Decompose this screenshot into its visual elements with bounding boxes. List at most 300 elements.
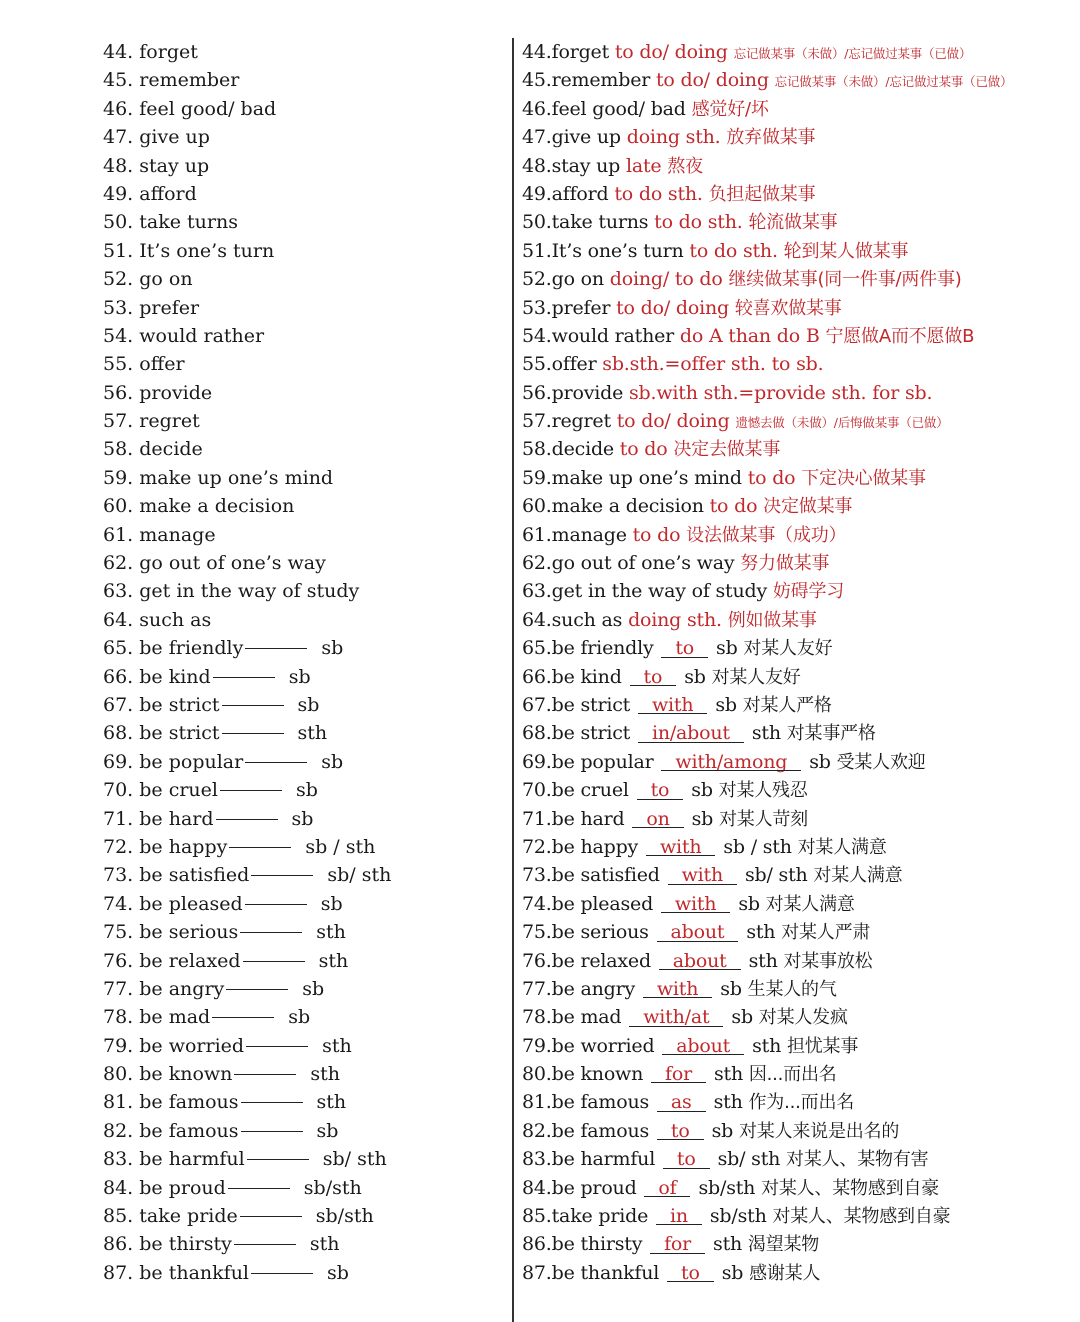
filled-blank: with/among	[661, 748, 801, 776]
filled-blank: to	[637, 776, 684, 804]
phrase-text: would rather	[139, 324, 265, 347]
object-text: sth	[297, 722, 328, 745]
exercise-row	[103, 1202, 503, 1230]
exercise-row	[103, 265, 503, 293]
answer-row	[522, 95, 1078, 123]
object-text: sb / sth	[723, 835, 798, 858]
object-text: sb	[715, 693, 743, 716]
object-text: sb	[327, 1261, 349, 1284]
phrase-text: be cruel	[139, 779, 218, 802]
exercise-row	[103, 1003, 503, 1031]
answer-row	[522, 805, 1078, 833]
item-number: 75.	[522, 921, 552, 944]
phrase-text: get in the way of study	[139, 580, 360, 603]
phrase-text: be worried	[551, 1034, 661, 1057]
item-number: 81.	[103, 1091, 140, 1114]
exercise-row	[103, 38, 503, 66]
phrase-text: take pride	[139, 1205, 238, 1228]
meaning-small: 忘记做某事（未做）/忘记做过某事（已做）	[733, 46, 972, 61]
meaning-chinese: 妨碍学习	[772, 581, 845, 603]
phrase-text: afford	[139, 182, 197, 205]
meaning-chinese: 因...而出名	[748, 1064, 837, 1086]
object-text: sb	[321, 750, 344, 773]
item-number: 65.	[103, 637, 140, 660]
item-number: 83.	[103, 1148, 140, 1171]
meaning-chinese: 生某人的气	[747, 978, 837, 1000]
exercise-row	[103, 237, 503, 265]
phrase-text: be kind	[551, 665, 628, 688]
meaning-chinese: 感觉好/坏	[691, 98, 769, 120]
object-text: sb	[320, 892, 343, 915]
phrase-text: be kind	[139, 665, 211, 688]
filled-blank: in	[656, 1202, 702, 1230]
item-number: 46.	[103, 97, 140, 120]
phrase-text: remember	[139, 69, 240, 92]
item-number: 53.	[103, 296, 140, 319]
phrase-text: be famous	[551, 1119, 655, 1142]
answer-row	[522, 407, 1078, 435]
object-text: sb/sth	[698, 1176, 762, 1199]
item-number: 49.	[522, 182, 552, 205]
exercise-row	[103, 492, 503, 520]
phrase-text: be harmful	[139, 1148, 245, 1171]
answer-row	[522, 947, 1078, 975]
answer-row	[522, 918, 1078, 946]
item-number: 73.	[522, 864, 552, 887]
answer-row	[522, 265, 1078, 293]
answer-row	[522, 691, 1078, 719]
answer-row	[522, 1230, 1078, 1258]
filled-blank: to	[661, 634, 708, 662]
phrase-text: give up	[551, 126, 627, 149]
item-number: 66.	[103, 665, 140, 688]
exercise-row	[103, 719, 503, 747]
object-text: sb	[738, 892, 766, 915]
item-number: 79.	[103, 1034, 140, 1057]
item-number: 47.	[103, 126, 140, 149]
item-number: 84.	[103, 1176, 140, 1199]
object-text: sb	[721, 1261, 750, 1284]
item-number: 48.	[522, 154, 552, 177]
item-number: 85.	[522, 1205, 552, 1228]
exercise-row	[103, 66, 503, 94]
filled-blank: with	[646, 833, 715, 861]
object-text: sb / sth	[305, 835, 376, 858]
exercise-row	[103, 805, 503, 833]
answer-row	[522, 294, 1078, 322]
exercise-row	[103, 1259, 503, 1287]
exercise-row	[103, 464, 503, 492]
meaning-chinese: 对某人友好	[743, 638, 833, 660]
item-number: 84.	[522, 1176, 552, 1199]
phrase-text: manage	[551, 523, 633, 546]
phrase-text: regret	[551, 410, 617, 433]
phrase-text: take pride	[551, 1205, 654, 1228]
meaning-chinese: 努力做某事	[740, 553, 830, 575]
phrase-text: decide	[551, 438, 620, 461]
meaning-chinese: 轮流做某事	[748, 212, 838, 234]
object-text: sb	[288, 1006, 311, 1029]
meaning-chinese: 对某事严格	[786, 723, 876, 745]
answer-text: doing sth.	[626, 126, 727, 149]
exercise-row	[103, 861, 503, 889]
meaning-chinese: 担忧某事	[786, 1035, 859, 1057]
object-text: sb	[302, 977, 325, 1000]
exercise-row	[103, 975, 503, 1003]
phrase-text: forget	[139, 41, 198, 63]
item-number: 63.	[522, 580, 552, 603]
phrase-text: afford	[551, 182, 615, 205]
phrase-text: take turns	[551, 211, 655, 234]
object-text: sb/ sth	[327, 864, 392, 887]
exercise-row	[103, 947, 503, 975]
answer-text: to do	[632, 523, 687, 546]
item-number: 67.	[522, 693, 552, 716]
item-number: 61.	[103, 523, 140, 546]
item-number: 60.	[522, 495, 552, 518]
filled-blank: as	[657, 1088, 706, 1116]
answer-text: to do/ doing	[655, 69, 775, 92]
exercise-row	[103, 123, 503, 151]
item-number: 48.	[103, 154, 140, 177]
meaning-chinese: 对某人友好	[711, 666, 801, 688]
exercise-row	[103, 152, 503, 180]
phrase-text: provide	[139, 381, 213, 404]
meaning-chinese: 决定做某事	[763, 496, 853, 518]
phrase-text: be strict	[551, 693, 636, 716]
item-number: 77.	[522, 977, 552, 1000]
meaning-chinese: 对某人苛刻	[718, 808, 808, 830]
phrase-text: be famous	[139, 1119, 239, 1142]
item-number: 57.	[103, 410, 140, 433]
object-text: sb	[720, 977, 748, 1000]
item-number: 69.	[522, 750, 552, 773]
meaning-small: 遗憾去做（未做）/后悔做某事（已做）	[735, 415, 949, 431]
item-number: 86.	[103, 1233, 140, 1256]
item-number: 71.	[103, 807, 140, 830]
phrase-text: offer	[551, 353, 603, 376]
answer-text: to do sth.	[689, 239, 784, 262]
answer-row	[522, 66, 1078, 94]
filled-blank: in/about	[638, 719, 744, 747]
exercise-row	[103, 918, 503, 946]
object-text: sb/ sth	[322, 1148, 387, 1171]
filled-blank: of	[644, 1174, 690, 1202]
meaning-chinese: 轮到某人做某事	[783, 240, 909, 262]
item-number: 44.	[103, 41, 140, 63]
filled-blank: with	[638, 691, 707, 719]
meaning-chinese: 设法做某事（成功）	[686, 524, 847, 546]
filled-blank: to	[657, 1117, 704, 1145]
answer-text: to do sth.	[654, 211, 749, 234]
item-number: 70.	[103, 779, 140, 802]
phrase-text: go out of one’s way	[551, 552, 741, 575]
object-text: sth	[713, 1091, 749, 1114]
answer-row	[522, 123, 1078, 151]
item-number: 73.	[103, 864, 140, 887]
item-number: 55.	[522, 353, 552, 376]
exercise-row	[103, 890, 503, 918]
answer-row	[522, 1088, 1078, 1116]
item-number: 55.	[103, 353, 140, 376]
phrase-text: provide	[551, 381, 629, 404]
phrase-text: be angry	[551, 977, 641, 1000]
exercise-row	[103, 350, 503, 378]
phrase-text: stay up	[551, 154, 626, 177]
phrase-text: stay up	[139, 154, 210, 177]
phrase-text: be pleased	[139, 892, 243, 915]
phrase-text: make a decision	[139, 495, 295, 518]
answer-text: to do sth.	[614, 182, 709, 205]
exercise-row	[103, 322, 503, 350]
exercise-row	[103, 1174, 503, 1202]
exercise-row	[103, 1088, 503, 1116]
meaning-chinese: 负担起做某事	[708, 183, 816, 205]
phrase-text: be thankful	[551, 1261, 666, 1284]
item-number: 51.	[522, 239, 552, 262]
item-number: 56.	[103, 381, 140, 404]
item-number: 82.	[103, 1119, 140, 1142]
phrase-text: be famous	[551, 1091, 655, 1114]
phrase-text: be angry	[139, 977, 225, 1000]
phrase-text: be friendly	[139, 637, 244, 660]
item-number: 72.	[522, 835, 552, 858]
answer-row	[522, 719, 1078, 747]
answer-row	[522, 577, 1078, 605]
phrase-text: be mad	[139, 1006, 211, 1029]
item-number: 63.	[103, 580, 140, 603]
item-number: 68.	[522, 722, 552, 745]
object-text: sth	[752, 1034, 787, 1057]
object-text: sb	[809, 750, 837, 773]
answer-row	[522, 237, 1078, 265]
answer-row	[522, 322, 1078, 350]
exercise-row	[103, 208, 503, 236]
item-number: 52.	[103, 268, 140, 291]
meaning-chinese: 对某事放松	[783, 950, 873, 972]
object-text: sth	[713, 1233, 748, 1256]
meaning-chinese: 下定决心做某事	[801, 467, 926, 489]
object-text: sb	[297, 693, 320, 716]
phrase-text: be known	[551, 1063, 649, 1086]
answer-row	[522, 634, 1078, 662]
answer-text: to do/ doing	[614, 41, 734, 63]
phrase-text: give up	[139, 126, 210, 149]
phrase-text: be relaxed	[139, 949, 241, 972]
exercise-row	[103, 1032, 503, 1060]
phrase-text: be serious	[551, 921, 655, 944]
phrase-text: manage	[139, 523, 216, 546]
meaning-chinese: 对某人满意	[797, 836, 887, 858]
exercise-row	[103, 1117, 503, 1145]
item-number: 74.	[522, 892, 552, 915]
item-number: 52.	[522, 268, 552, 291]
item-number: 56.	[522, 381, 552, 404]
exercise-row	[103, 691, 503, 719]
object-text: sth	[310, 1063, 341, 1086]
item-number: 75.	[103, 921, 140, 944]
answer-row	[522, 606, 1078, 634]
object-text: sb	[316, 1119, 339, 1142]
phrase-text: be friendly	[551, 637, 660, 660]
phrase-text: would rather	[551, 324, 680, 347]
item-number: 74.	[103, 892, 140, 915]
phrase-text: be strict	[139, 722, 220, 745]
answer-row	[522, 464, 1078, 492]
item-number: 58.	[103, 438, 140, 461]
phrase-text: go on	[551, 268, 610, 291]
exercise-row	[103, 180, 503, 208]
filled-blank: for	[650, 1230, 705, 1258]
answer-row	[522, 379, 1078, 407]
phrase-text: prefer	[139, 296, 200, 319]
item-number: 77.	[103, 977, 140, 1000]
phrase-text: be thirsty	[139, 1233, 232, 1256]
exercise-row	[103, 776, 503, 804]
meaning-small: 忘记做某事（未做）/忘记做过某事（已做）	[774, 74, 1013, 90]
filled-blank: to	[667, 1259, 714, 1287]
meaning-chinese: 对某人残忍	[718, 780, 808, 802]
meaning-chinese: 对某人严肃	[781, 922, 871, 944]
answer-row	[522, 38, 1078, 66]
item-number: 59.	[103, 466, 140, 489]
exercise-row	[103, 748, 503, 776]
meaning-chinese: 决定去做某事	[673, 439, 781, 461]
phrase-text: be popular	[139, 750, 244, 773]
answer-row	[522, 521, 1078, 549]
meaning-chinese: 感谢某人	[749, 1262, 821, 1284]
exercise-row	[103, 606, 503, 634]
object-text: sb	[711, 1119, 739, 1142]
object-text: sb	[691, 807, 719, 830]
meaning-chinese: 对某人、某物有害	[786, 1149, 929, 1171]
answer-row	[522, 1202, 1078, 1230]
item-number: 45.	[522, 69, 552, 92]
item-number: 47.	[522, 126, 552, 149]
item-number: 45.	[103, 69, 140, 92]
phrase-text: be serious	[139, 921, 239, 944]
answer-row	[522, 1060, 1078, 1088]
phrase-text: be known	[139, 1063, 233, 1086]
item-number: 60.	[103, 495, 140, 518]
phrase-text: such as	[551, 608, 629, 631]
object-text: sth	[748, 949, 784, 972]
object-text: sb/ sth	[717, 1148, 787, 1171]
answer-text: to do/ doing	[616, 410, 736, 433]
item-number: 65.	[522, 637, 552, 660]
exercise-row	[103, 435, 503, 463]
answer-row	[522, 663, 1078, 691]
answer-row	[522, 435, 1078, 463]
item-number: 70.	[522, 779, 552, 802]
item-number: 51.	[103, 239, 140, 262]
phrase-text: make up one’s mind	[551, 466, 748, 489]
filled-blank: about	[657, 918, 739, 946]
answer-row	[522, 890, 1078, 918]
filled-blank: with/at	[629, 1003, 723, 1031]
meaning-chinese: 对某人、某物感到自豪	[772, 1206, 951, 1228]
item-number: 61.	[522, 523, 552, 546]
phrase-text: It’s one’s turn	[139, 239, 275, 262]
filled-blank: with	[643, 975, 712, 1003]
filled-blank: on	[632, 805, 683, 833]
object-text: sth	[309, 1233, 340, 1256]
object-text: sth	[322, 1034, 352, 1057]
item-number: 80.	[522, 1063, 552, 1086]
answer-text: to do	[709, 495, 764, 518]
item-number: 76.	[522, 949, 552, 972]
answer-text: to do	[747, 466, 802, 489]
item-number: 83.	[522, 1148, 552, 1171]
item-number: 78.	[522, 1006, 552, 1029]
answer-row	[522, 975, 1078, 1003]
answer-row	[522, 492, 1078, 520]
item-number: 49.	[103, 182, 140, 205]
item-number: 87.	[103, 1261, 140, 1284]
filled-blank: with	[668, 861, 737, 889]
answer-row	[522, 833, 1078, 861]
meaning-chinese: 较喜欢做某事	[734, 297, 842, 319]
item-number: 86.	[522, 1233, 552, 1256]
phrase-text: be famous	[139, 1091, 239, 1114]
filled-blank: to	[630, 663, 677, 691]
phrase-text: be hard	[139, 807, 214, 830]
answer-text: sb.with sth.=provide sth. for sb.	[628, 381, 933, 404]
item-number: 81.	[522, 1091, 552, 1114]
phrase-text: go on	[139, 268, 193, 291]
answer-text: sb.sth.=offer sth. to sb.	[602, 353, 824, 376]
column-divider	[512, 38, 514, 1322]
phrase-text: feel good/ bad	[139, 97, 277, 120]
item-number: 58.	[522, 438, 552, 461]
phrase-text: be popular	[551, 750, 660, 773]
phrase-text: be proud	[551, 1176, 643, 1199]
answer-row	[522, 208, 1078, 236]
item-number: 69.	[103, 750, 140, 773]
phrase-text: be hard	[551, 807, 631, 830]
answer-text: do A than do B	[679, 324, 826, 347]
answer-column	[522, 38, 1078, 1287]
item-number: 59.	[522, 466, 552, 489]
answer-row	[522, 1145, 1078, 1173]
meaning-chinese: 渴望某物	[747, 1234, 820, 1256]
meaning-chinese: 对某人满意	[813, 865, 903, 887]
answer-row	[522, 1259, 1078, 1287]
phrase-text: be happy	[139, 835, 228, 858]
exercise-row	[103, 379, 503, 407]
exercise-row	[103, 663, 503, 691]
object-text: sth	[318, 949, 349, 972]
phrase-text: be happy	[551, 835, 644, 858]
meaning-chinese: 放弃做某事	[726, 127, 816, 149]
item-number: 87.	[522, 1261, 552, 1284]
answer-row	[522, 861, 1078, 889]
answer-row	[522, 350, 1078, 378]
phrase-text: be proud	[139, 1176, 226, 1199]
exercise-row	[103, 1145, 503, 1173]
meaning-chinese: 熬夜	[667, 155, 703, 177]
object-text: sb	[296, 779, 318, 802]
item-number: 82.	[522, 1119, 552, 1142]
meaning-chinese: 对某人严格	[742, 694, 832, 716]
exercise-row	[103, 577, 503, 605]
item-number: 76.	[103, 949, 140, 972]
meaning-chinese: 受某人欢迎	[836, 751, 926, 773]
item-number: 53.	[522, 296, 552, 319]
phrase-text: be mad	[551, 1006, 628, 1029]
item-number: 44.	[522, 41, 552, 63]
phrase-text: be harmful	[551, 1148, 661, 1171]
